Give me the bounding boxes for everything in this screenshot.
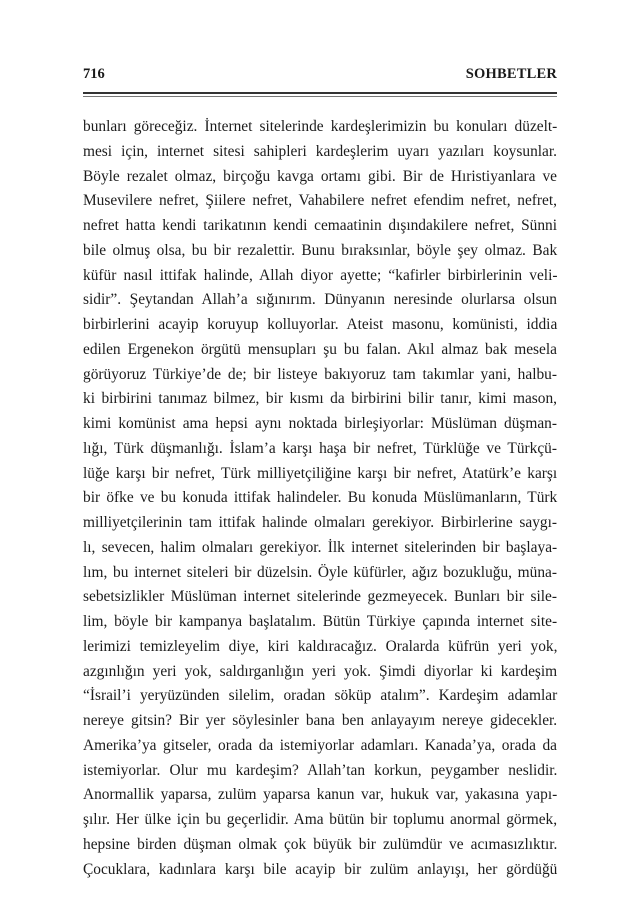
text-line: nefret hatta kendi tarikatının kendi cemaatinin dışındakilere nefret, Sünni [83, 217, 557, 234]
text-line: lı, sevecen, halim olmaları gerekiyor. İlk internet sitelerinden bir başlaya- [83, 538, 558, 556]
running-header [83, 66, 557, 86]
text-line: sidir”. Şeytandan Allah’a sığınırım. Dünyanın neresinde olurlarsa olsun [83, 291, 557, 309]
text-line: hepsine birden düşman olmak çok büyük bir zulümdür ve acımasızlıktır. [83, 835, 558, 853]
text-line: kimi komünist ama hepsi aynı noktada birleşiyorlar: Müslüman düşman- [83, 415, 557, 432]
text-line: Çocuklara, kadınlara karşı bile acayip bir zulüm anlayışı, her gördüğü [83, 860, 558, 878]
text-line: Anormallik yaparsa, zulüm yaparsa kanun var, hukuk var, yakasına yapı- [83, 786, 558, 804]
text-line: azgınlığın yeri yok, saldırganlığın yeri yok. Şimdi diyorlar ki kardeşim [83, 662, 558, 680]
text-line: küfür nasıl ittifak halinde, Allah diyor ayette; “kafirler birbirlerinin veli- [83, 266, 558, 284]
text-line: Musevilere nefret, Şiilere nefret, Vahabilere nefret efendim nefret, nefret, [83, 192, 557, 210]
text-line: lerimizi temizleyelim diye, kiri kaldıracağız. Oralarda küfrün yeri yok, [83, 637, 558, 655]
text-line: bunları göreceğiz. İnternet sitelerinde kardeşlerimizin bu konuları düzelt- [83, 118, 558, 135]
text-line: lüğe karşı bir nefret, Türk milliyetçiliğine karşı bir nefret, Atatürk’e karşı [83, 464, 558, 482]
text-line: milliyetçilerinin tam ittifak halinde olmaları gerekiyor. Birbirlerine saygı- [83, 514, 557, 531]
text-line: nereye gitsin? Bir yer söylesinler bana ben anlayayım nereye gidecekler. [83, 712, 558, 729]
page-number: 716 [83, 66, 105, 82]
header-rule-thin [83, 96, 557, 97]
text-line: edilen Ergenekon örgütü mensupları şu bu falan. Akıl almaz bak mesela [83, 340, 557, 358]
text-line: birbirlerini acayip koruyup kolluyorlar. Ateist masonu, komünisti, iddia [83, 316, 558, 333]
text-line: bile olmuş olsa, bu bir rezalettir. Bunu bıraksınlar, böyle şey olmaz. Bak [83, 241, 558, 259]
text-line: Amerika’ya gitseler, orada da istemiyorlar adamları. Kanada’ya, orada da [83, 736, 557, 754]
text-line: Böyle rezalet olmaz, birçoğu kavga ortamı gibi. Bir de Hıristiyanlara ve [83, 167, 557, 185]
text-line: “İsrail’i yeryüzünden silelim, oradan söküp atalım”. Kardeşim adamlar [83, 687, 558, 705]
text-line: lim, böyle bir kampanya başlatalım. Bütün Türkiye çapında internet site- [83, 613, 558, 630]
text-line: istemiyorlar. Olur mu kardeşim? Allah’tan korkun, peygamber neslidir. [83, 761, 558, 779]
text-line: görüyoruz Türkiye’de de; bir listeye bakıyoruz tam takımlar yani, halbu- [83, 365, 557, 383]
text-line: lığı, Türk düşmanlığı. İslam’a karşı haşa bir nefret, Türklüğe ve Türkçü- [83, 439, 557, 457]
header-rule-thick [83, 92, 557, 94]
text-line: lım, bu internet siteleri bir düzelsin. Öyle küfürler, ağız bozukluğu, müna- [83, 563, 557, 581]
text-line: şılır. Her ülke için bu geçerlidir. Ama bütün bir toplumu anormal görmek, [83, 811, 558, 828]
text-line: ki birbirini tanımaz bilmez, bir kısmı da birbirini bilir tanır, kimi mason, [83, 390, 557, 408]
text-line: bir öfke ve bu konuda ittifak halindeler. Bu konuda Müslümanların, Türk [83, 489, 558, 507]
running-title: SOHBETLER [465, 66, 557, 82]
text-line: mesi için, internet sitesi sahipleri kardeşlerim uyarı yazıları koysunlar. [83, 142, 557, 160]
text-line: sebetsizlikler Müslüman internet sitelerinde gezmeyecek. Bunları bir sile- [83, 588, 557, 606]
body-text [83, 115, 557, 882]
